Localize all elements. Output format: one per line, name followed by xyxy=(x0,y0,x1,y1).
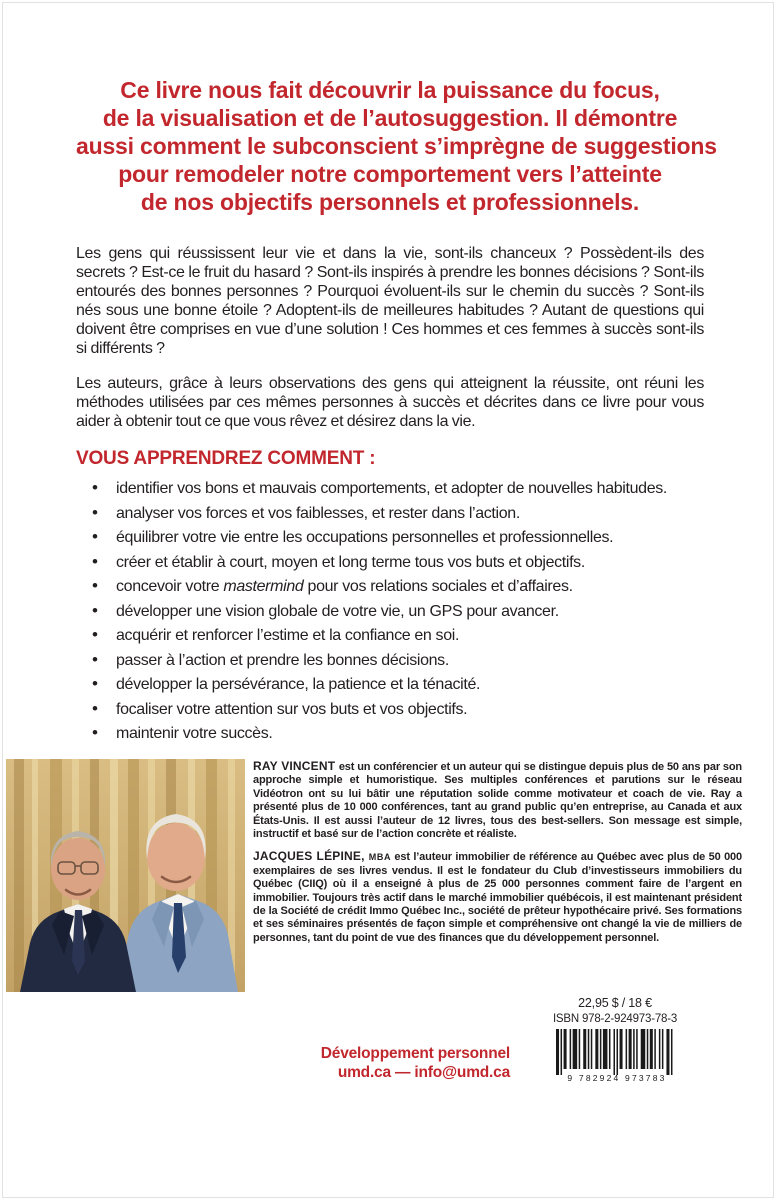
intro-paragraph: Les gens qui réussissent leur vie et dans la vie, sont-ils chanceux ? Possèdent-ils des secrets ? Est-ce le fruit du hasard ? Sont-ils inspirés à prendre les bonnes décisions ? Sont-ils entourés des bonnes personnes ? Pourquoi évoluent-ils sur le chemin du succès ? Sont-ils nés sous une bonne étoile ? Adoptent-ils de meilleures habitudes ? Autant de questions qui doivent être comprises en vue d’une solution ! Ces hommes et ces femmes à succès sont-ils si différents ? xyxy=(76,245,704,357)
bullet-list xyxy=(76,479,704,743)
publisher-block xyxy=(321,1044,510,1082)
author-bio xyxy=(253,850,742,945)
bullet-item: • focaliser votre attention sur vos buts et vos objectifs. xyxy=(76,700,704,719)
bullet-item: • développer la persévérance, la patience et la ténacité. xyxy=(76,675,704,694)
authors-photo-illustration xyxy=(6,759,245,992)
bullet-item: • créer et établir à court, moyen et long terme tous vos buts et objectifs. xyxy=(76,553,704,572)
headline-line: pour remodeler notre comportement vers l’atteinte xyxy=(118,161,662,187)
headline-line: de la visualisation et de l’autosuggestion. Il démontre xyxy=(102,105,678,131)
headline-line: de nos objectifs personnels et professionnels. xyxy=(140,189,640,215)
bullet-item: • identifier vos bons et mauvais comportements, et adopter de nouvelles habitudes. xyxy=(76,479,704,498)
bullet-item: • passer à l’action et prendre les bonnes décisions. xyxy=(76,651,704,670)
barcode xyxy=(550,1029,680,1083)
footer xyxy=(0,996,776,1083)
isbn-label: ISBN 978-2-924973-78-3 xyxy=(552,1013,678,1025)
publisher-contact: umd.ca — info@umd.ca xyxy=(337,1064,510,1081)
headline-line: aussi comment le subconscient s’imprègne de suggestions xyxy=(76,133,717,159)
barcode-digits: 9 782924 973783 xyxy=(567,1073,667,1083)
bullet-item: • équilibrer votre vie entre les occupations personnelles et professionnelles. xyxy=(76,528,704,547)
barcode-block xyxy=(540,996,690,1083)
bullet-item: • acquérir et renforcer l’estime et la confiance en soi. xyxy=(76,626,704,645)
authors-photo xyxy=(6,759,245,992)
author-bio xyxy=(253,760,742,841)
bullet-item: • concevoir votre mastermind pour vos relations sociales et d’affaires. xyxy=(76,577,704,596)
author-bios xyxy=(253,759,742,992)
intro-paragraph: Les auteurs, grâce à leurs observations des gens qui atteignent la réussite, ont réuni les méthodes utilisées par ces mêmes personnes à succès et décrites dans ce livre pour vous aider à obtenir tout ce que vous rêvez et désirez dans la vie. xyxy=(76,375,704,430)
learn-heading: VOUS APPRENDREZ COMMENT : xyxy=(76,448,376,469)
price-label: 22,95 $ / 18 € xyxy=(578,996,652,1010)
author-name: JACQUES LÉPINE, xyxy=(253,849,369,864)
author-credential: MBA xyxy=(368,852,395,863)
bullet-item: • analyser vos forces et vos faiblesses, et rester dans l’action. xyxy=(76,504,704,523)
headline xyxy=(76,76,717,216)
author-bio-text: est un conférencier et un auteur qui se distingue depuis plus de 50 ans par son approche simple et humoristique. Ses multiples conférences et parutions sur le réseau Vidéotron ont su lui bâtir une réputation solide comme motivateur et coach de vie. Ray a présenté plus de 10 000 conférences, tant au grand public qu’en entreprise, au Canada et aux États-Unis. Il est aussi l’auteur de 12 livres, tous des best-sellers. Son message est simple, instructif et basé sur de l’action concrète et réaliste. xyxy=(253,761,742,841)
author-bio-text: est l’auteur immobilier de référence au Québec avec plus de 50 000 exemplaires de ses livres vendus. Il est le fondateur du Club d’investisseurs immobiliers du Québec (CIIQ) où il a enseigné à plus de 25 000 personnes comment faire de l’argent en immobilier. Toujours très actif dans le marché immobilier québécois, il est maintenant président de la Société de crédit Immo Québec Inc., société de prêteur hypothécaire privé. Ses formations et ses séminaires présentés de façon simple et compréhensive ont changé la vie de milliers de personnes, tant du point de vue des finances que du développement personnel. xyxy=(253,851,742,944)
bullet-item: • maintenir votre succès. xyxy=(76,724,704,743)
publisher-category: Développement personnel xyxy=(320,1045,510,1062)
intro-paragraphs xyxy=(76,244,704,431)
headline-line: Ce livre nous fait découvrir la puissance du focus, xyxy=(120,77,660,103)
author-name: RAY VINCENT xyxy=(253,759,339,773)
bullet-item: • développer une vision globale de votre vie, un GPS pour avancer. xyxy=(76,602,704,621)
authors-section xyxy=(6,759,742,992)
